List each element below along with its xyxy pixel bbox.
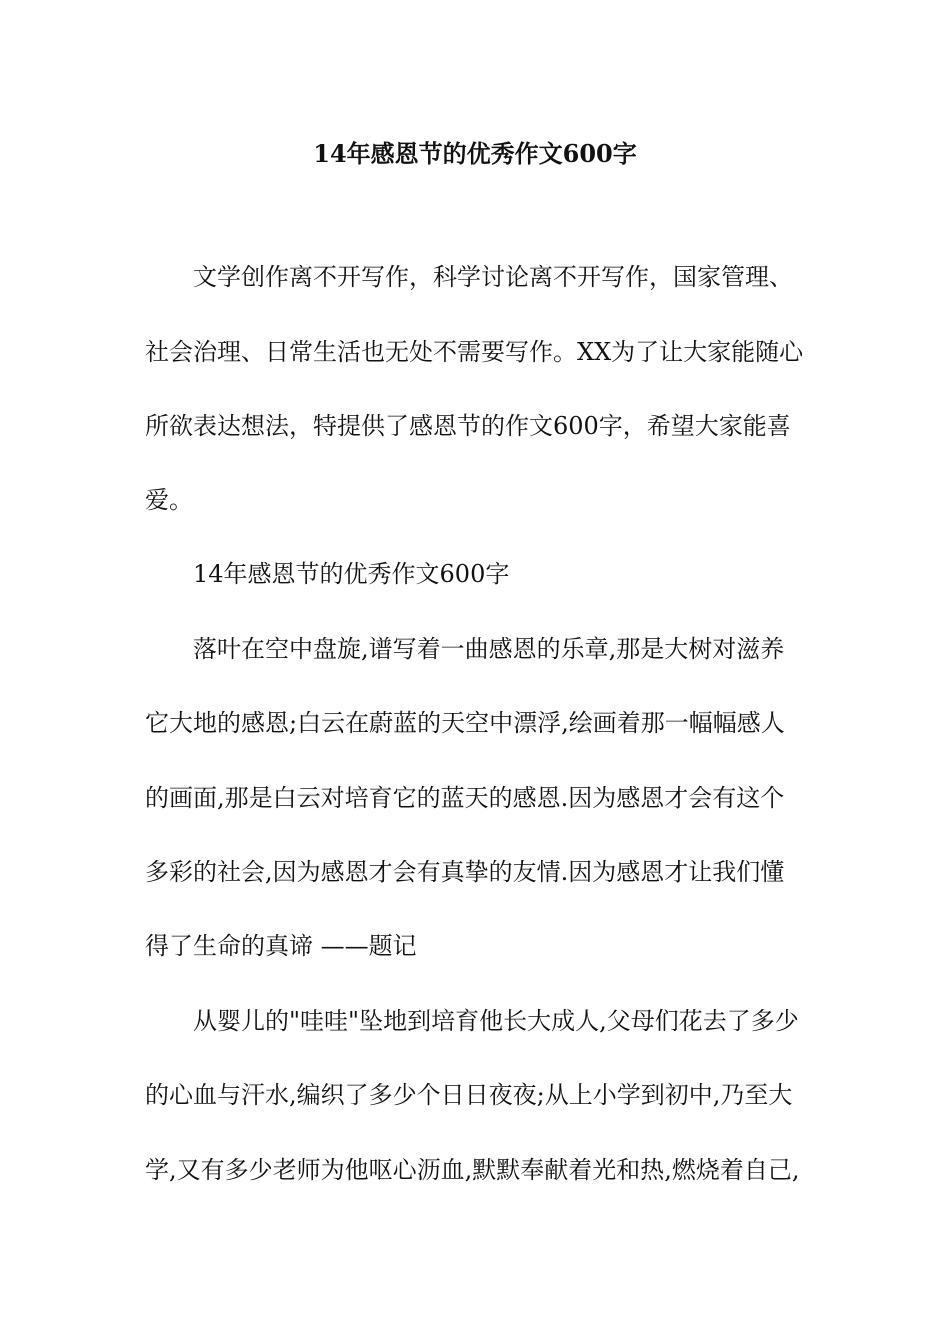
paragraph-line: 的画面,那是白云对培育它的蓝天的感恩.因为感恩才会有这个 bbox=[145, 784, 785, 812]
paragraph-line: 学,又有多少老师为他呕心沥血,默默奉献着光和热,燃烧着自己, bbox=[145, 1156, 800, 1184]
paragraph-line: 的心血与汗水,编织了多少个日日夜夜;从上小学到初中,乃至大 bbox=[145, 1081, 793, 1109]
paragraph-line: 社会治理、日常生活也无处不需要写作。XX为了让大家能随心 bbox=[145, 338, 804, 366]
paragraph-line: 所欲表达想法，特提供了感恩节的作文600字，希望大家能喜 bbox=[145, 412, 791, 440]
document-title: 14年感恩节的优秀作文600字 bbox=[313, 139, 637, 168]
paragraph-line: 从婴儿的"哇哇"坠地到培育他长大成人,父母们花去了多少 bbox=[193, 1007, 799, 1035]
paragraph-line: 它大地的感恩;白云在蔚蓝的天空中漂浮,绘画着那一幅幅感人 bbox=[145, 709, 785, 737]
paragraph-line: 文学创作离不开写作，科学讨论离不开写作，国家管理、 bbox=[193, 263, 793, 291]
paragraph-line: 落叶在空中盘旋,谱写着一曲感恩的乐章,那是大树对滋养 bbox=[193, 635, 785, 663]
paragraph-line: 多彩的社会,因为感恩才会有真挚的友情.因为感恩才让我们懂 bbox=[145, 858, 785, 886]
paragraph-line: 得了生命的真谛 ——题记 bbox=[145, 932, 417, 960]
paragraph-line: 爱。 bbox=[145, 486, 193, 514]
section-heading: 14年感恩节的优秀作文600字 bbox=[193, 560, 510, 588]
